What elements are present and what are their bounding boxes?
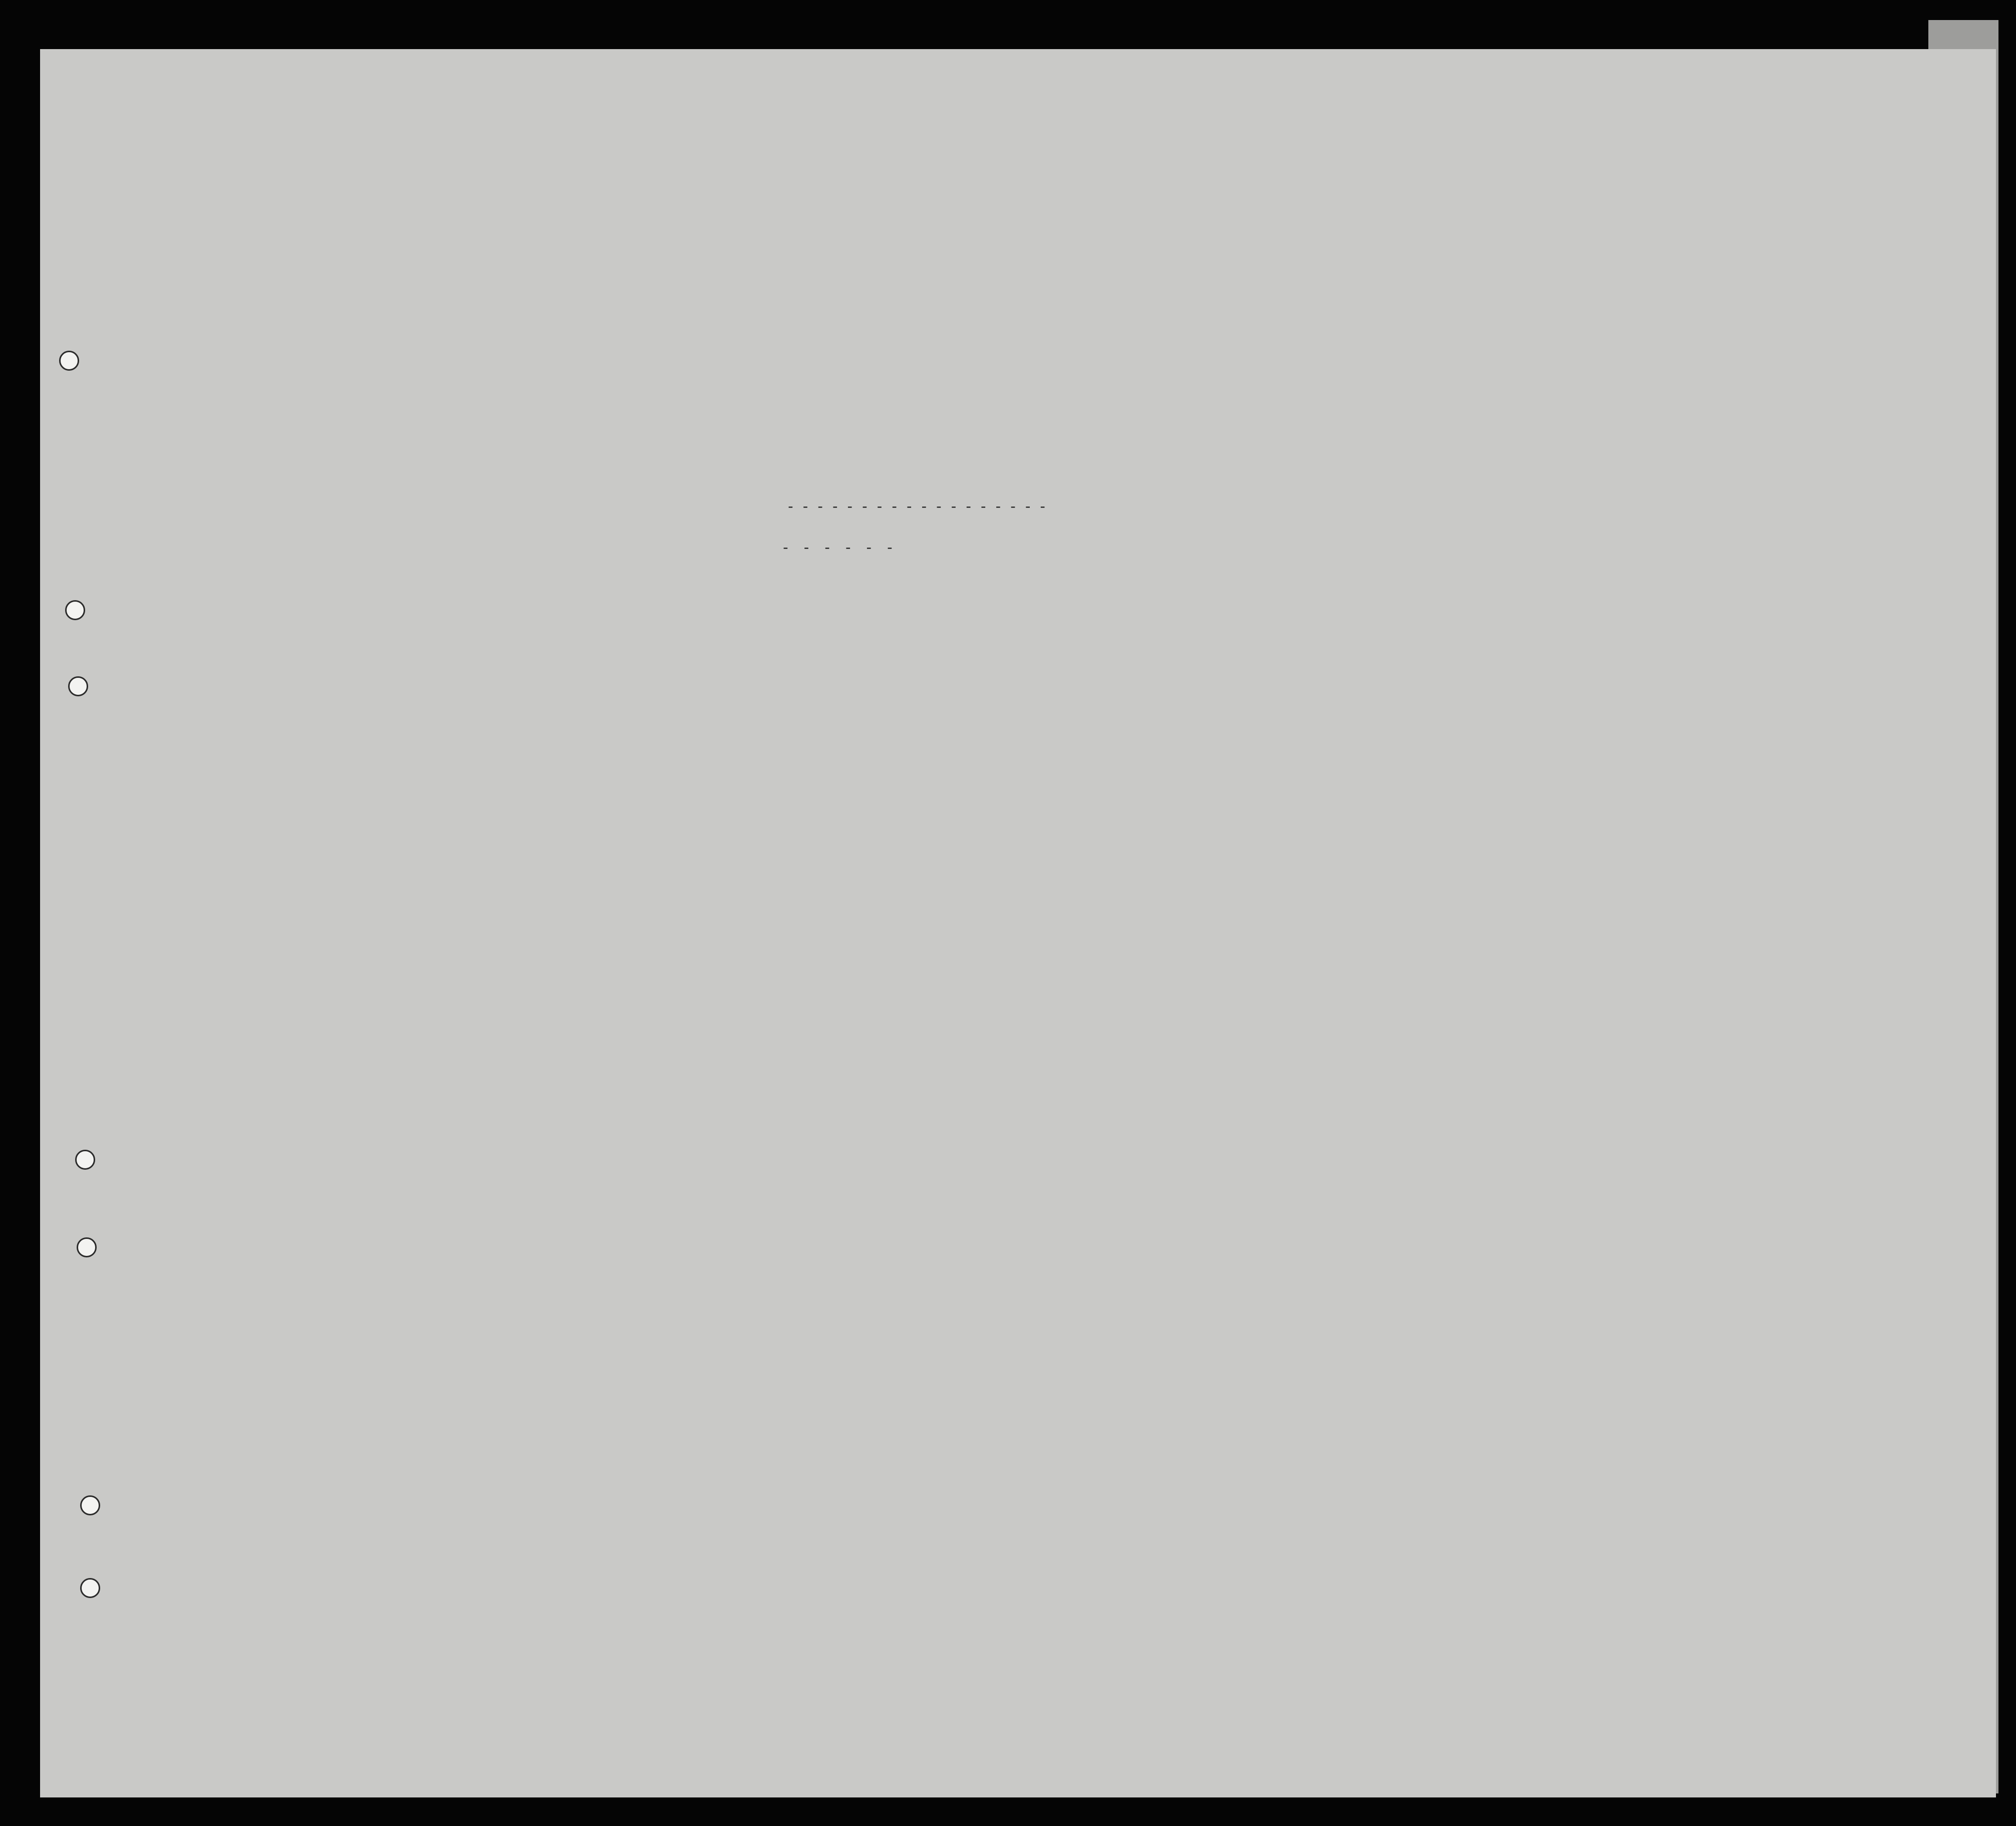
punch-hole — [68, 676, 88, 696]
punch-hole — [65, 600, 85, 620]
punch-hole — [75, 1150, 95, 1170]
punch-hole — [77, 1237, 97, 1257]
punch-hole — [80, 1495, 100, 1515]
punch-hole — [80, 1578, 100, 1598]
punch-hole — [59, 351, 79, 371]
row1-before-dashes: - - - - - - - - - - - - - - - - - - — [786, 500, 1046, 515]
row2-before-dashes: - - - - - - — [781, 541, 896, 557]
